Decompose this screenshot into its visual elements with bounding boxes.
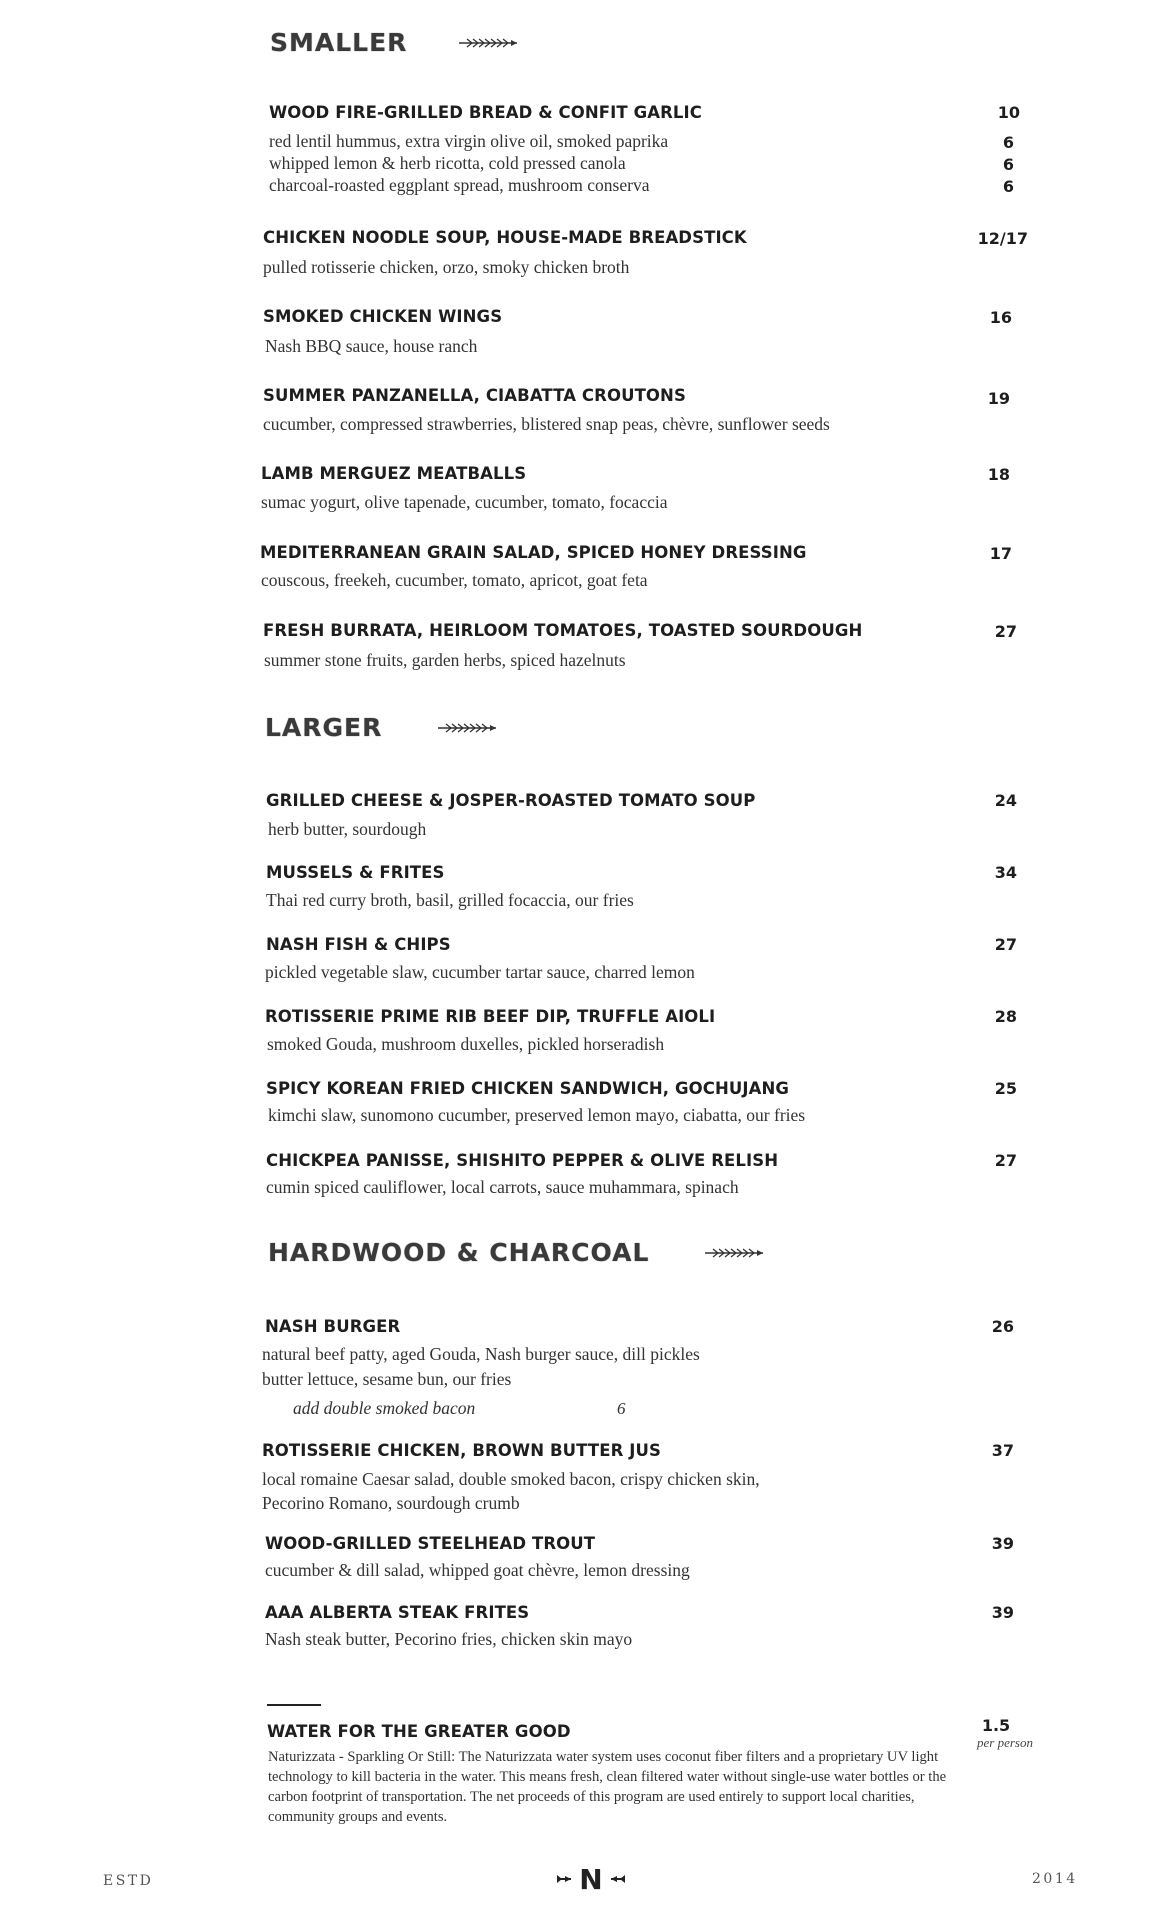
menu-item-price: 25 [994,1079,1017,1098]
menu-item-price: 39 [991,1534,1014,1553]
menu-option-desc: red lentil hummus, extra virgin olive oil, smoked paprika [269,131,669,151]
water-description: Naturizzata - Sparkling Or Still: The Naturizzata water system uses coconut fiber filters and a proprietary UV light technology to kill bacteria in the water. This means fresh, clean filtered water without single-use water bottles or the carbon footprint of transportation. The net proceeds of this program are used entirely to support local charities, community groups and events. [268,1749,947,1825]
menu-item-name: MEDITERRANEAN GRAIN SALAD, SPICED HONEY DRESSING [260,543,807,562]
water-price: 1.5 [981,1716,1011,1735]
menu-item-desc: Pecorino Romano, sourdough crumb [262,1493,520,1513]
section-title-smaller [270,28,517,57]
menu-item-name: MUSSELS & FRITES [266,863,445,882]
section-title-text: LARGER [265,713,383,742]
footer-year: 2014 [1032,1871,1078,1887]
menu-item-desc: cucumber & dill salad, whipped goat chèvre, lemon dressing [265,1560,690,1580]
menu-option-price: 6 [1002,155,1014,174]
menu-item-desc: herb butter, sourdough [268,819,427,839]
menu-item-price: 28 [994,1007,1017,1026]
menu-item-desc: Nash steak butter, Pecorino fries, chicken skin mayo [265,1629,633,1649]
menu-item-name: ROTISSERIE PRIME RIB BEEF DIP, TRUFFLE AIOLI [265,1007,716,1026]
section-title-text: SMALLER [270,28,408,57]
menu-option-desc: charcoal-roasted eggplant spread, mushroom conserva [269,175,650,195]
menu-item-desc: smoked Gouda, mushroom duxelles, pickled horseradish [267,1034,665,1054]
menu-item-price: 26 [991,1317,1014,1336]
menu-item-name: SMOKED CHICKEN WINGS [263,307,503,326]
menu-item-desc: butter lettuce, sesame bun, our fries [262,1369,512,1389]
footer-estd: ESTD [103,1873,154,1889]
menu-item-name: NASH BURGER [265,1317,401,1336]
menu-item-desc: summer stone fruits, garden herbs, spiced hazelnuts [264,650,626,670]
section-title-text: HARDWOOD & CHARCOAL [268,1238,650,1267]
menu-item-price: 24 [994,791,1017,810]
menu-item-desc: local romaine Caesar salad, double smoked bacon, crispy chicken skin, [262,1469,760,1489]
menu-item-price: 27 [994,622,1017,641]
menu-option-desc: whipped lemon & herb ricotta, cold pressed canola [269,153,626,173]
menu-item-desc: sumac yogurt, olive tapenade, cucumber, tomato, focaccia [261,492,668,512]
divider [267,1704,321,1706]
menu-item-price: 37 [991,1441,1014,1460]
menu-addon-price: 6 [617,1399,626,1418]
water-price-unit: per person [977,1735,1033,1750]
menu-item-price: 39 [991,1603,1014,1622]
menu-item-name: FRESH BURRATA, HEIRLOOM TOMATOES, TOASTED SOURDOUGH [263,621,863,640]
menu-item-desc: couscous, freekeh, cucumber, tomato, apricot, goat feta [261,570,648,590]
menu-item-desc: cumin spiced cauliflower, local carrots, sauce muhammara, spinach [266,1177,739,1197]
menu-item-name: WOOD FIRE-GRILLED BREAD & CONFIT GARLIC [269,103,702,122]
logo-letter: N [579,1864,603,1894]
arrow-ornament-icon [438,723,496,733]
menu-item-price: 17 [989,544,1012,563]
menu-item-desc: pickled vegetable slaw, cucumber tartar sauce, charred lemon [265,962,695,982]
menu-item-name: SUMMER PANZANELLA, CIABATTA CROUTONS [263,386,686,405]
menu-item-price: 27 [994,1151,1017,1170]
menu-addon-desc: add double smoked bacon [293,1398,476,1418]
nash-logo [555,1864,627,1899]
menu-item-name: AAA ALBERTA STEAK FRITES [265,1603,530,1622]
menu-item-desc: Nash BBQ sauce, house ranch [265,336,478,356]
menu-item-desc: kimchi slaw, sunomono cucumber, preserved lemon mayo, ciabatta, our fries [268,1105,806,1125]
menu-item-price: 27 [994,935,1017,954]
water-title: WATER FOR THE GREATER GOOD [267,1722,571,1741]
menu-item-desc: Thai red curry broth, basil, grilled focaccia, our fries [266,890,634,910]
menu-item-price: 18 [987,465,1010,484]
menu-option-price: 6 [1002,177,1014,196]
menu-item-price: 10 [997,103,1020,122]
menu-item-name: CHICKEN NOODLE SOUP, HOUSE-MADE BREADSTICK [263,228,747,247]
arrow-ornament-icon [705,1248,763,1258]
menu-option-price: 6 [1002,133,1014,152]
menu-item-name: NASH FISH & CHIPS [266,935,451,954]
menu-item-desc: natural beef patty, aged Gouda, Nash burger sauce, dill pickles [262,1344,700,1364]
arrow-ornament-icon [459,38,517,48]
section-title-hardwood [268,1238,763,1267]
menu-item-price: 16 [989,308,1012,327]
menu-item-name: LAMB MERGUEZ MEATBALLS [261,464,527,483]
section-title-larger [265,713,496,742]
menu-item-name: WOOD-GRILLED STEELHEAD TROUT [265,1534,596,1553]
menu-item-price: 12/17 [977,229,1028,248]
menu-item-name: ROTISSERIE CHICKEN, BROWN BUTTER JUS [262,1441,661,1460]
menu-item-name: GRILLED CHEESE & JOSPER-ROASTED TOMATO SOUP [266,791,756,810]
menu-item-desc: pulled rotisserie chicken, orzo, smoky chicken broth [263,257,630,277]
menu-item-desc: cucumber, compressed strawberries, blistered snap peas, chèvre, sunflower seeds [263,414,830,434]
menu-item-name: SPICY KOREAN FRIED CHICKEN SANDWICH, GOCHUJANG [266,1079,790,1098]
menu-item-name: CHICKPEA PANISSE, SHISHITO PEPPER & OLIVE RELISH [266,1151,779,1170]
menu-item-price: 34 [994,863,1017,882]
menu-item-price: 19 [987,389,1010,408]
